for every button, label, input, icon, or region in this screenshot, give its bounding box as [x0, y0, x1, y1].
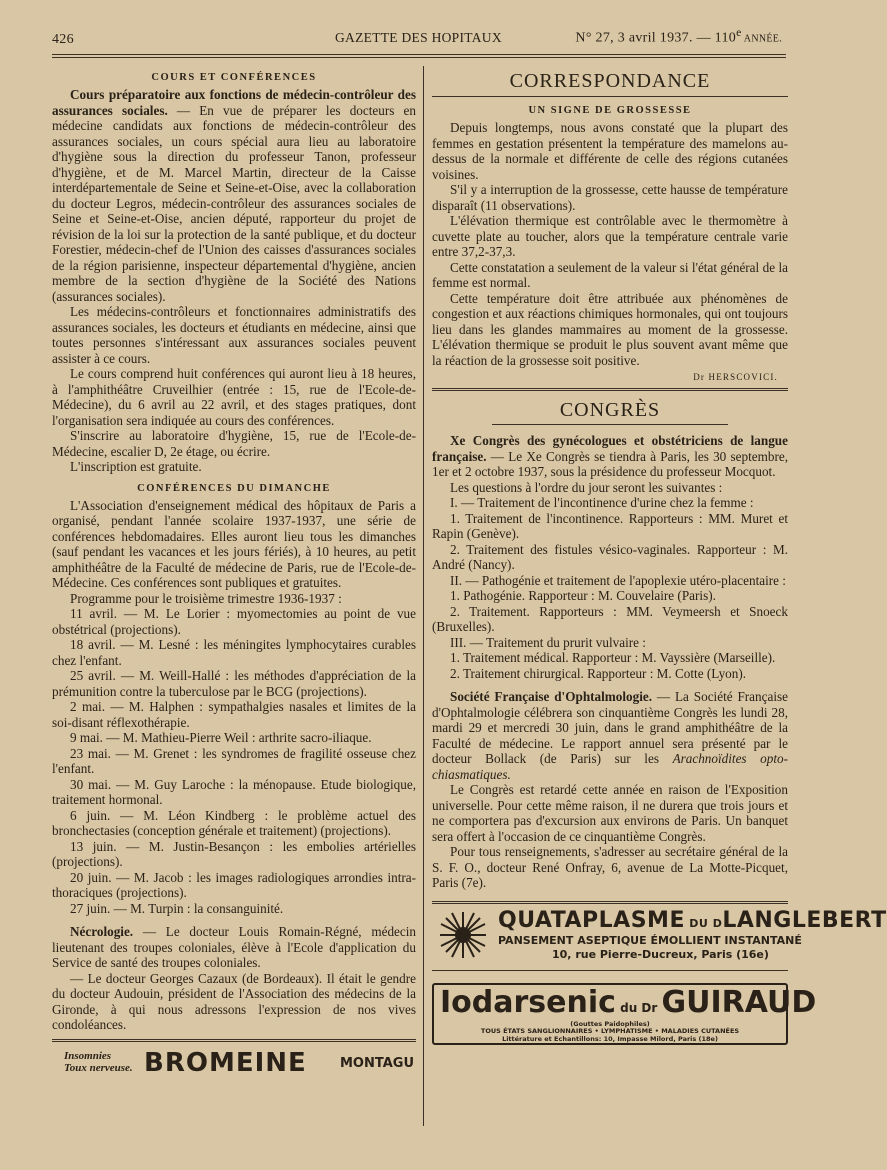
corr-paragraph-3: L'élévation thermique est contrôlable avec le thermomètre à cuvette plate au toucher, alors que la température centrale varie entre 37,2-37,3.: [432, 213, 788, 259]
cours-paragraph-3: Le cours comprend huit conférences qui auront lieu à 18 heures, à l'amphithéâtre Cruveilhier (entrée : 15, rue de l'Ecole-de-Médecine), du 6 avril au 22 avril, et des stages pratiques, dont l'organisation sera indiquée au cours des conférences.: [52, 366, 416, 428]
journal-name: GAZETTE DES HOPITAUX: [335, 30, 502, 45]
ad-quataplasme: [432, 901, 887, 971]
section-heading-cours: COURS ET CONFÉRENCES: [151, 72, 317, 83]
signature: Dr HERSCOVICI.: [693, 372, 778, 382]
congres-title: Xe Congrès des gynécologues et obstétriciens de langue française.: [432, 433, 788, 464]
programme-item: 11 avril. — M. Le Lorier : myomectomies au point de vue obstétrical (projections).: [52, 606, 416, 637]
corr-paragraph-2: S'il y a interruption de la grossesse, cette hausse de température disparaît (11 observations).: [432, 182, 788, 213]
left-column: [52, 70, 416, 1078]
programme-item: 9 mai. — M. Mathieu-Pierre Weil : arthrite sacro-iliaque.: [70, 730, 372, 745]
programme-list: [52, 606, 416, 916]
page-number: 426: [52, 32, 74, 47]
question-item: 1. Pathogénie. Rapporteur : M. Couvelaire (Paris).: [450, 588, 716, 603]
ad2-line-2: TOUS ÉTATS SANGLIONNAIRES • LYMPHATISME • MALADIES CUTANÉES: [480, 1027, 740, 1035]
cours-paragraph: [52, 87, 416, 304]
question-item: 2. Traitement. Rapporteurs : MM. Veymeersh et Snoeck (Bruxelles).: [432, 603, 788, 634]
ad1-du: DU D: [684, 916, 723, 930]
heading-correspondance: CORRESPONDANCE: [509, 70, 711, 92]
column-divider: [423, 66, 424, 1126]
congres-text: — Le Xe Congrès se tiendra à Paris, les 30 septembre, 1er et 2 octobre 1937, sous la présidence du professeur Mocquot.: [432, 448, 788, 479]
ad1-brand: QUATAPLASME: [498, 907, 685, 933]
question-item: II. — Pathogénie et traitement de l'apoplexie utéro-placentaire :: [450, 572, 786, 588]
cours-paragraph-5: L'inscription est gratuite.: [70, 459, 202, 474]
question-item: I. — Traitement de l'incontinence d'urine chez la femme :: [450, 495, 754, 510]
programme-item: 23 mai. — M. Grenet : les syndromes de fragilité osseuse chez l'enfant.: [52, 745, 416, 776]
necrologie-text: — Le docteur Louis Romain-Régné, médecin lieutenant des troupes coloniales, élève à l'Ecole d'application du Service de santé des troupes coloniales.: [52, 924, 416, 970]
ad-bromeine-brand: BROMEINE: [144, 1047, 307, 1078]
programme-item: 6 juin. — M. Léon Kindberg : le problème actuel des bronchectasies (conception générale et traitement) (projections).: [52, 807, 416, 838]
programme-item: 13 juin. — M. Justin-Besançon : les embolies artérielles (projections).: [52, 838, 416, 869]
ad-bromeine: [52, 1039, 416, 1078]
congres-paragraph: [432, 433, 788, 480]
ad2-name: GUIRAUD: [661, 984, 817, 1020]
ad2-line-1: (Gouttes Paidophiles): [570, 1019, 650, 1028]
ad-quataplasme-brand: [498, 908, 887, 933]
dimanche-paragraph: L'Association d'enseignement médical des hôpitaux de Paris a organisé, pendant l'année scolaire 1937-1937, une série de conférences hebdomadaires. Elles auront lieu tous les dimanches (sauf pendant les vacances et les jours fériés), à 10 heures, au petit amphithéâtre de la Faculté de médecine de Paris, rue de l'Ecole-de-Médecine. Ces conférences sont publiques et gratuites.: [52, 497, 416, 590]
question-item: III. — Traitement du prurit vulvaire :: [450, 634, 646, 650]
societe-paragraph-2: Le Congrès est retardé cette année en raison de l'Exposition universelle. Pour cette même raison, il ne durera que trois jours et ne comportera pas d'excursion aux environs de Paris. Un banquet sera offert à l'occasion de ce cinquantième Congrès.: [432, 782, 788, 844]
programme-item: 2 mai. — M. Halphen : sympathalgies nasales et limites de la soi-disant réflexothérapie.: [52, 699, 416, 730]
programme-item: 18 avril. — M. Lesné : les méningites lymphocytaires curables chez l'enfant.: [52, 637, 416, 668]
societe-text: — La Société Française d'Ophtalmologie célébrera son cinquantième Congrès les lundi 28, mardi 29 et mercredi 30 juin, dans le grand amphithéâtre de la Faculté de médecine. Le rapport annuel sera présenté par le docteur Bollack (de Paris) sur les: [432, 689, 788, 766]
corr-paragraph-1: Depuis longtemps, nous avons constaté que la plupart des femmes en gestation présentent la température des mamelons au-dessus de la normale et différente de celle des régions cutanées voisines.: [432, 120, 788, 182]
issue-sup: e: [736, 26, 742, 39]
corr-paragraph-4: Cette constatation a seulement de la valeur si l'état général de la femme est normal.: [432, 259, 788, 290]
issue-suffix: ANNÉE.: [741, 33, 782, 45]
section-heading-grossesse: UN SIGNE DE GROSSESSE: [528, 105, 692, 116]
ad-quataplasme-tagline: PANSEMENT ASEPTIQUE ÉMOLLIENT INSTANTANÉ: [498, 933, 802, 947]
ad-bromeine-tagline: [64, 1050, 133, 1074]
question-item: 2. Traitement des fistules vésico-vaginales. Rapporteur : M. André (Nancy).: [432, 541, 788, 572]
programme-item: 25 avril. — M. Weill-Hallé : les méthodes d'appréciation de la prémunition contre la tuberculose par le BCG (projections).: [52, 668, 416, 699]
programme-item: 20 juin. — M. Jacob : les images radiologiques arrondies intra-thoraciques (projections).: [52, 869, 416, 900]
double-rule: [432, 388, 788, 393]
cours-title: Cours préparatoire aux fonctions de médecin-contrôleur des assurances sociales.: [52, 87, 416, 118]
question-item: 1. Traitement médical. Rapporteur : M. Vayssière (Marseille).: [450, 650, 776, 665]
ad2-du: du Dr: [615, 1000, 662, 1015]
corr-paragraph-5: Cette température doit être attribuée aux phénomènes de congestion et aux réactions chimiques hormonales, qui ont toujours lieu dans les glandes mammaires au moment de la grossesse. L'élévation thermique se produit le plus souvent avant même que la réaction de la grossesse soit positive.: [432, 290, 788, 368]
questions-list: [432, 495, 788, 681]
cours-paragraph-4: S'inscrire au laboratoire d'hygiène, 15, rue de l'Ecole-de-Médecine, escalier D, 2e étage, ou écrire.: [52, 428, 416, 459]
necrologie-paragraph: [52, 924, 416, 971]
ad2-brand: Iodarsenic: [440, 984, 616, 1020]
ad-iodarsenic-brand: [440, 985, 816, 1020]
necrologie-paragraph-2: — Le docteur Georges Cazaux (de Bordeaux). Il était le gendre du docteur Audouin, président de l'Association des médecins de la Gironde, à qui nous adressons l'expression de nos vives condoléances.: [52, 970, 416, 1032]
star-emblem-icon: [438, 910, 488, 960]
societe-paragraph: [432, 689, 788, 782]
header-rule-2: [52, 57, 786, 58]
rule: [492, 424, 728, 425]
header-rule: [52, 54, 786, 55]
section-heading-dimanche: CONFÉRENCES DU DIMANCHE: [137, 482, 331, 494]
ad-iodarsenic: [432, 983, 817, 1045]
rule: [432, 96, 788, 97]
ad2-line-3: Littérature et Echantillons: 10, Impasse Milord, Paris (18e): [502, 1034, 718, 1043]
ad-iodarsenic-details: [434, 1021, 786, 1044]
ad-bromeine-maker: MONTAGU: [339, 1055, 414, 1071]
issue-date: [575, 26, 782, 47]
question-item: 2. Traitement chirurgical. Rapporteur : M. Cotte (Lyon).: [450, 665, 747, 681]
cours-text: — En vue de préparer les docteurs en médecine candidats aux fonctions de médecin-contrôleur des assurances sociales, un cours spécial aura lieu au laboratoire d'hygiène sous la direction du professeur Tanon, professeur d'hygiène, et de M. Marcel Martin, directeur de la Caisse interdépartementale de Seine et Seine-et-Oise, avec la collaboration du docteur Legros, médecin-contrôleur des assurances sociales de Seine et Seine-et-Oise, ancien député, rapporteur du projet de révision de la loi sur la protection de la santé publique, et du docteur Forestier, médecin-chef de l'Union des caisses d'assurances sociales de la région parisienne, inspecteur départemental d'hygiène, ancien membre de la section d'hygiène de la Société des Nations (assurances sociales).: [52, 102, 416, 304]
right-column: [432, 70, 887, 1045]
page-header: [52, 26, 782, 50]
cours-paragraph-2: Les médecins-contrôleurs et fonctionnaires administratifs des assurances sociales, les docteurs et étudiants en médecine, ainsi que toutes personnes s'intéressant aux assurances sociales peuvent assister à ce cours.: [52, 304, 416, 366]
ad-small-2: Toux nerveuse.: [64, 1061, 133, 1074]
societe-paragraph-3: Pour tous renseignements, s'adresser au secrétaire général de la S. F. O., docteur René Onfray, 6, avenue de La Motte-Picquet, Paris (7e).: [432, 844, 788, 890]
question-item: 1. Traitement de l'incontinence. Rapporteurs : MM. Muret et Rapin (Genève).: [432, 510, 788, 541]
ad1-name: LANGLEBERT: [722, 907, 887, 933]
necrologie-title: Nécrologie.: [70, 924, 134, 939]
ad-quataplasme-address: 10, rue Pierre-Ducreux, Paris (16e): [552, 947, 769, 961]
heading-congres: CONGRÈS: [559, 399, 661, 421]
issue-text: N° 27, 3 avril 1937. — 110: [575, 30, 737, 46]
programme-item: 30 mai. — M. Guy Laroche : la ménopause. Etude biologique, traitement hormonal.: [52, 776, 416, 807]
programme-intro: Programme pour le troisième trimestre 1936-1937 :: [70, 590, 342, 606]
programme-item: 27 juin. — M. Turpin : la consanguinité.: [70, 900, 284, 916]
societe-title: Société Française d'Ophtalmologie.: [450, 689, 653, 704]
congres-questions-intro: Les questions à l'ordre du jour seront les suivantes :: [450, 479, 723, 495]
ad-small-1: Insomnies: [64, 1049, 112, 1062]
societe-italic: Arachnoïdites opto-chiasmatiques.: [432, 751, 788, 782]
